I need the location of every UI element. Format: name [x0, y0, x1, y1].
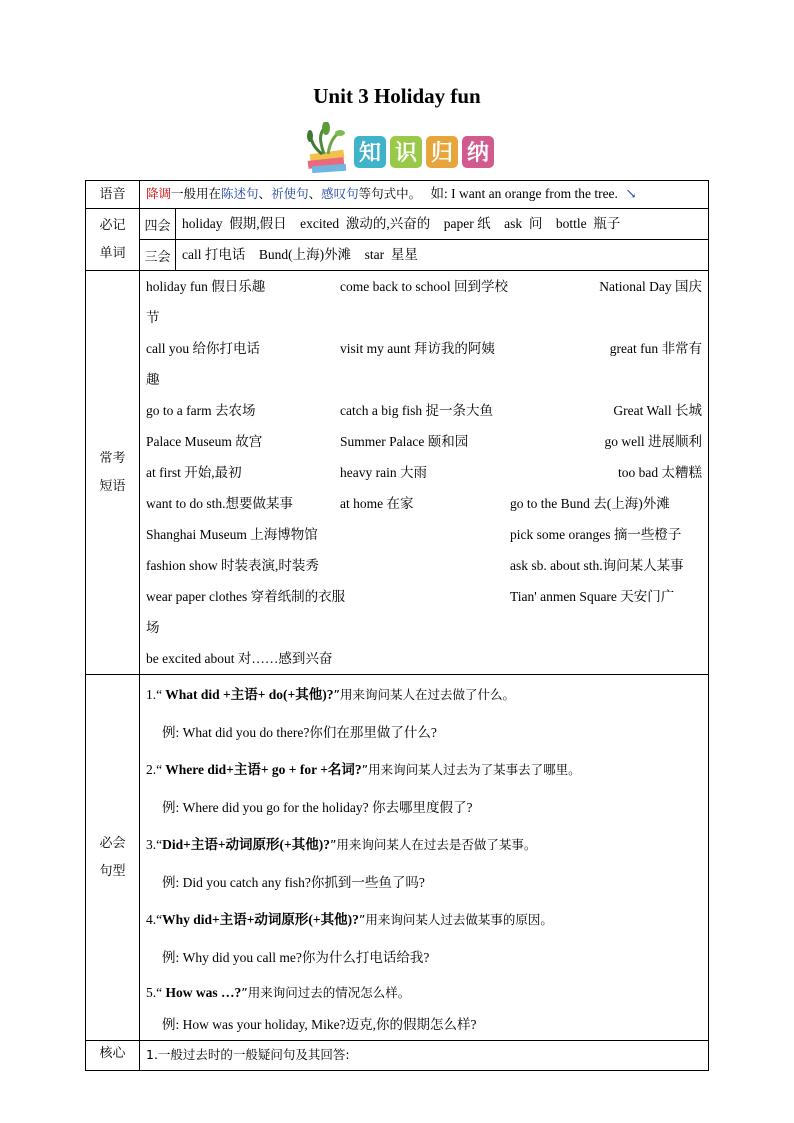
- pronunciation-content: [140, 181, 709, 209]
- sentence-example-4: 例: Why did you call me?你为什么打电话给我?: [162, 949, 430, 965]
- banner-char-2: 识: [394, 141, 418, 166]
- sentence-example-5: 例: How was your holiday, Mike?迈克,你的假期怎么样?: [162, 1017, 477, 1032]
- phrase: go to the Bund 去(上海)外滩: [510, 496, 670, 511]
- sentences-content: [140, 675, 709, 1041]
- words-row-three: [86, 240, 709, 271]
- four-skill-words: holiday 假期,假日 excited 激动的,兴奋的 paper 纸 ask 问 bottle 瓶子: [176, 209, 709, 240]
- phrase: heavy rain 大雨: [340, 465, 427, 480]
- core-row: [86, 1041, 709, 1071]
- phrase: catch a big fish 捉一条大鱼: [340, 403, 493, 418]
- sentence-pattern-5: 5.“ How was …?”用来询问过去的情况怎么样。: [146, 985, 411, 1000]
- phrase: wear paper clothes 穿着纸制的衣服: [146, 589, 346, 604]
- sentences-row: [86, 675, 709, 1041]
- sentence-pattern-4: 4.“Why did+主语+动词原形(+其他)?”用来询问某人过去做某事的原因。: [146, 912, 553, 927]
- sentence-pattern-1: 1.“ What did +主语+ do(+其他)?”用来询问某人在过去做了什么。: [146, 687, 515, 702]
- sentence-pattern-3: 3.“Did+主语+动词原形(+其他)?”用来询问某人在过去是否做了某事。: [146, 837, 537, 852]
- phrase: pick some oranges 摘一些橙子: [510, 527, 682, 542]
- exclamatory-term: 感叹句: [321, 186, 359, 201]
- words-label: 必记单词: [86, 209, 140, 271]
- page-title: Unit 3 Holiday fun: [313, 84, 481, 108]
- sep-1: 、: [258, 186, 272, 201]
- pron-text-2: 等句式中。: [358, 186, 422, 201]
- plant-book-icon: [307, 122, 346, 173]
- phrases-label: 常考短语: [86, 271, 140, 675]
- sentence-example-2: 例: Where did you go for the holiday? 你去哪里度假了?: [162, 799, 473, 815]
- phrase: National Day 国庆: [599, 279, 702, 294]
- phrase: Tian' anmen Square 天安门广: [510, 589, 675, 604]
- phrase: at home 在家: [340, 496, 414, 511]
- phrases-row: [86, 271, 709, 675]
- three-skill-label: 三会: [140, 240, 176, 271]
- pronunciation-label: 语音: [86, 181, 140, 209]
- phrase-wrap: 节: [146, 310, 160, 325]
- falling-tone-term: 降调: [146, 186, 172, 201]
- phrase-wrap: 场: [146, 620, 160, 635]
- phrase: at first 开始,最初: [146, 465, 242, 480]
- core-label: 核心: [86, 1041, 140, 1071]
- banner-char-3: 归: [430, 141, 454, 166]
- phrase: Palace Museum 故宫: [146, 434, 263, 449]
- phrase: ask sb. about sth.询问某人某事: [510, 558, 684, 573]
- four-skill-label: 四会: [140, 209, 176, 240]
- banner-char-1: 知: [358, 141, 382, 166]
- sentence-pattern-2: 2.“ Where did+主语+ go + for +名词?”用来询问某人过去为了某事去了哪里。: [146, 762, 581, 777]
- sentences-label: 必会句型: [86, 675, 140, 1041]
- phrase: be excited about 对……感到兴奋: [146, 651, 333, 666]
- banner-char-4: 纳: [466, 141, 490, 166]
- phrase: Great Wall 长城: [613, 403, 702, 418]
- falling-arrow-icon: ↘: [625, 186, 637, 201]
- phrase: Shanghai Museum 上海博物馆: [146, 527, 318, 542]
- pronunciation-row: [86, 181, 709, 209]
- declarative-term: 陈述句: [221, 186, 259, 201]
- phrase: come back to school 回到学校: [340, 279, 508, 294]
- three-skill-words: call 打电话 Bund(上海)外滩 star 星星: [176, 240, 709, 271]
- phrase: go well 进展顺利: [604, 434, 702, 449]
- knowledge-summary-banner: [304, 122, 504, 174]
- pron-example: 如: I want an orange from the tree.: [430, 186, 618, 201]
- core-content: 1.一般过去时的一般疑问句及其回答:: [140, 1041, 709, 1071]
- imperative-term: 祈使句: [271, 186, 309, 201]
- pron-text-1: 一般用在: [171, 186, 222, 201]
- sentence-example-1: 例: What did you do there?你们在那里做了什么?: [162, 724, 437, 740]
- phrase: go to a farm 去农场: [146, 403, 256, 418]
- sep-2: 、: [308, 186, 322, 201]
- phrase-wrap: 趣: [146, 372, 160, 387]
- phrase: great fun 非常有: [609, 341, 702, 356]
- phrase: holiday fun 假日乐趣: [146, 279, 266, 294]
- phrase: call you 给你打电话: [146, 341, 260, 356]
- words-row-four: [86, 209, 709, 240]
- phrase: Summer Palace 颐和园: [340, 434, 469, 449]
- summary-table: [85, 180, 709, 1071]
- phrases-content: [140, 271, 709, 675]
- phrase: too bad 太糟糕: [618, 465, 702, 480]
- phrase: fashion show 时装表演,时装秀: [146, 558, 319, 573]
- phrase: visit my aunt 拜访我的阿姨: [340, 341, 495, 356]
- sentence-example-3: 例: Did you catch any fish?你抓到一些鱼了吗?: [162, 874, 425, 890]
- phrase: want to do sth.想要做某事: [146, 496, 293, 511]
